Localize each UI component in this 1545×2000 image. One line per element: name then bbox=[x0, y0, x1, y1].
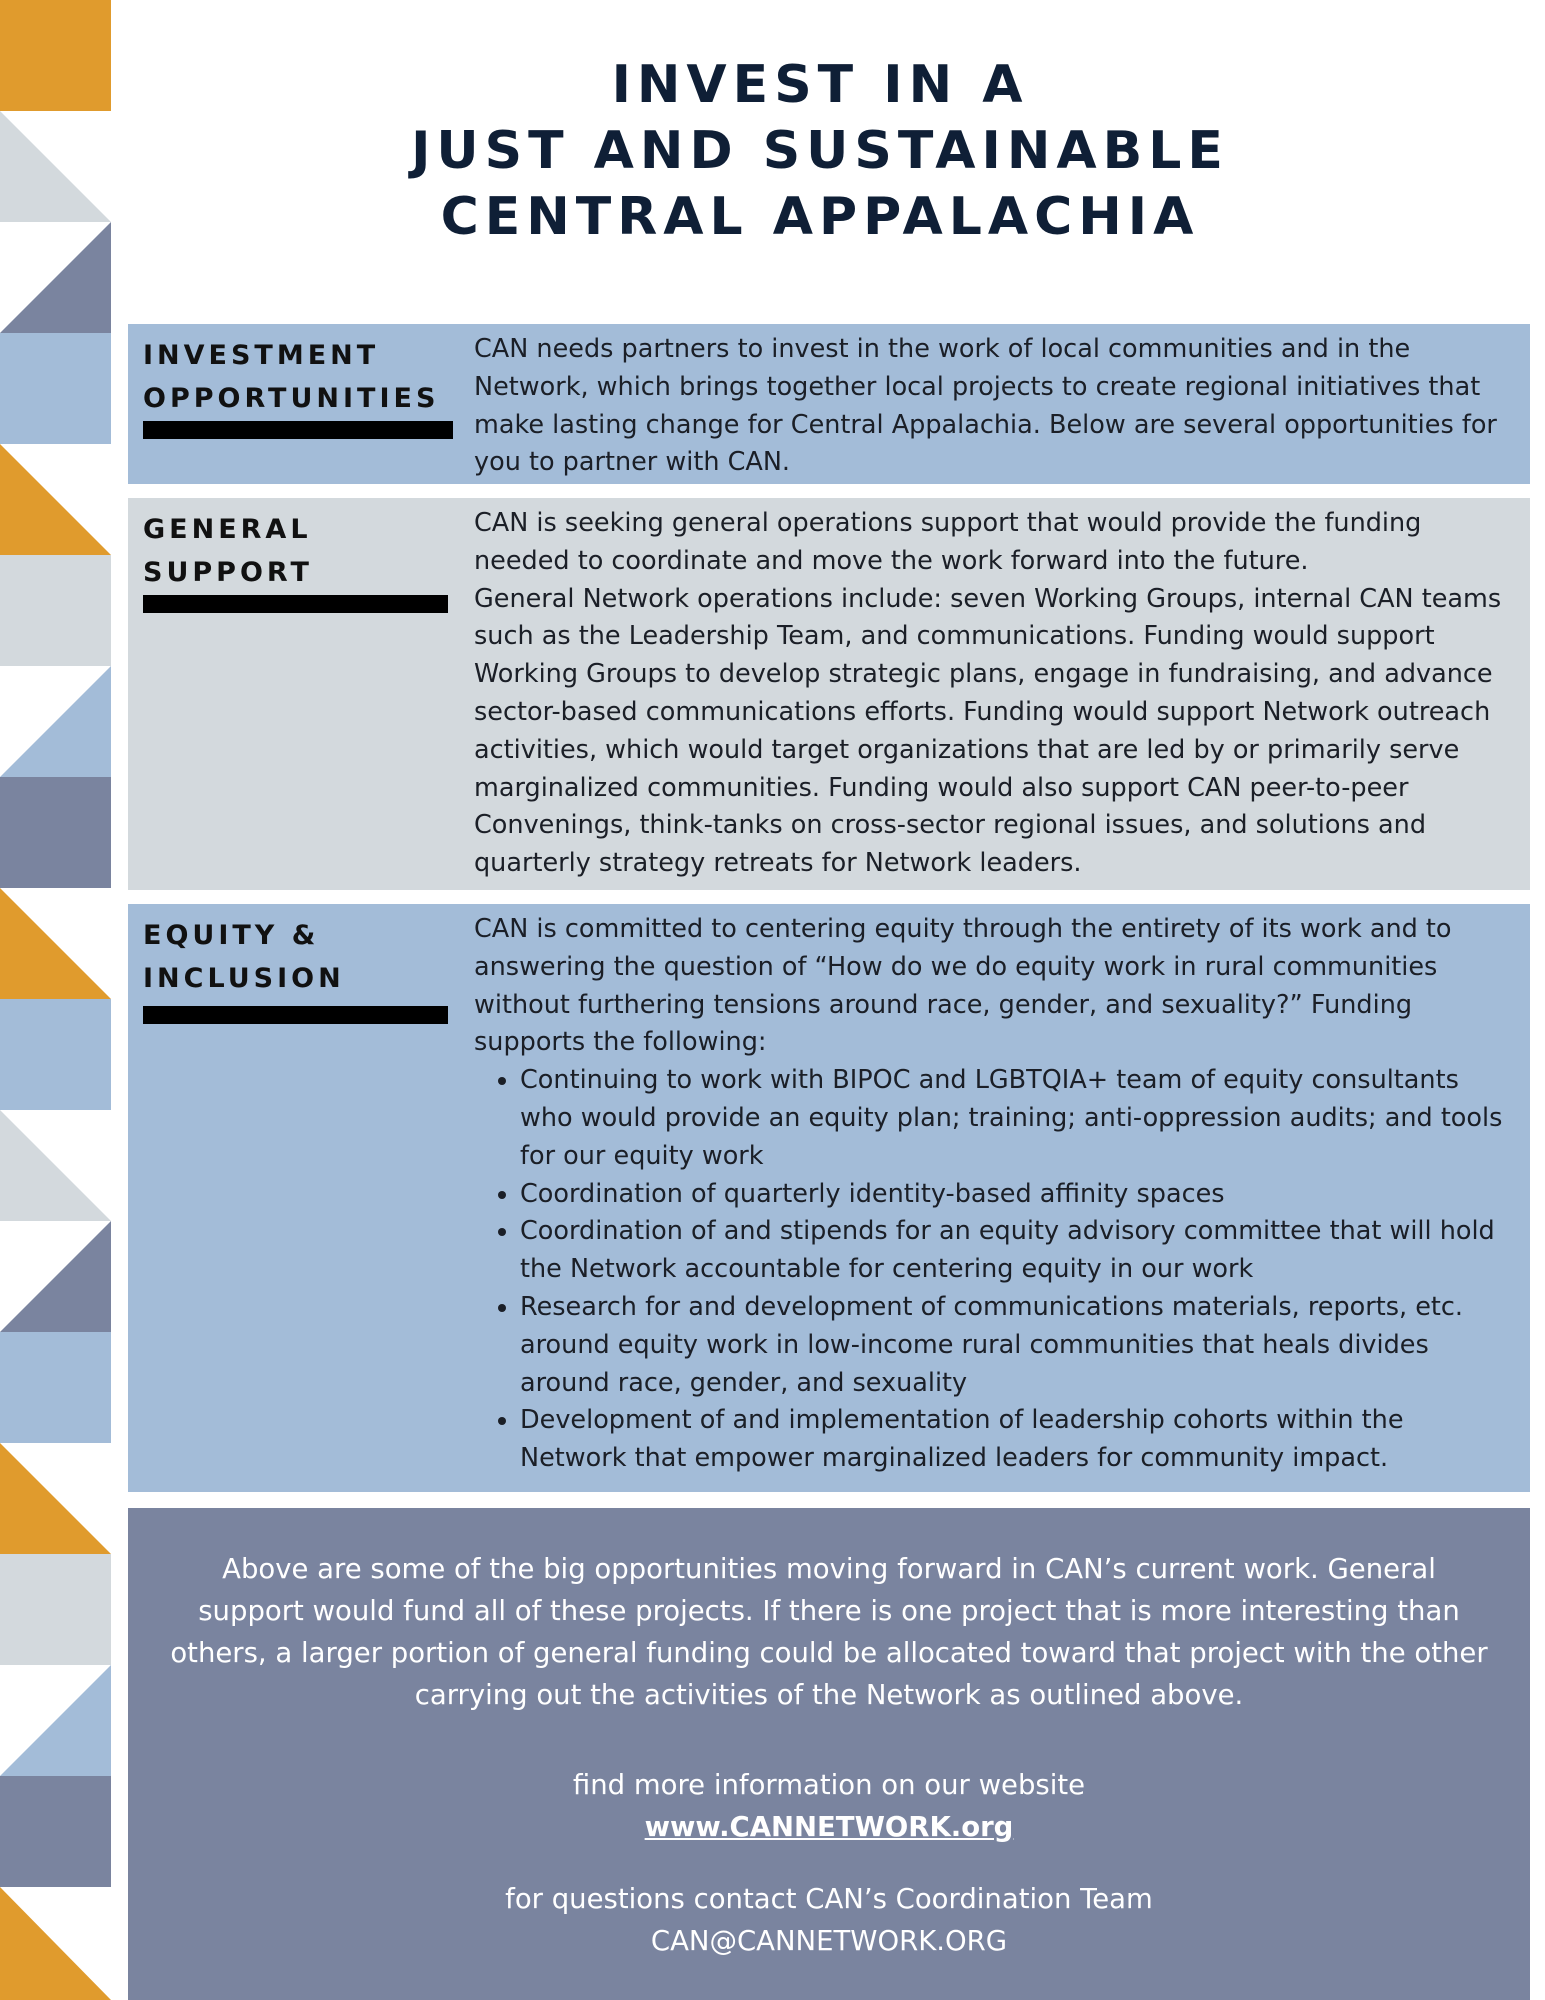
label-line-2: OPPORTUNITIES bbox=[143, 383, 440, 414]
list-item: • Coordination of quarterly identity-based affinity spaces bbox=[520, 1176, 1514, 1214]
list-item: • Development of and implementation of leadership cohorts within the Network that empower marginalized leaders for community impact. bbox=[520, 1402, 1514, 1478]
section-label bbox=[143, 508, 463, 594]
equity-bullet-list bbox=[474, 1062, 1514, 1478]
section-label bbox=[143, 334, 463, 420]
title-line-3: CENTRAL APPALACHIA bbox=[440, 187, 1200, 247]
title-line-1: INVEST IN A bbox=[611, 55, 1029, 115]
contact-info bbox=[128, 1878, 1530, 1962]
label-underline-bar bbox=[143, 421, 453, 439]
label-line-1: GENERAL bbox=[143, 514, 312, 545]
list-item: • Research for and development of communications materials, reports, etc. around equity work in low-income rural communities that heals divides around race, gender, and sexuality bbox=[520, 1289, 1514, 1402]
contact-email[interactable]: CAN@CANNETWORK.ORG bbox=[650, 1925, 1008, 1957]
label-underline-bar bbox=[143, 1006, 448, 1024]
label-line-2: INCLUSION bbox=[143, 963, 345, 994]
website-prompt: find more information on our website bbox=[572, 1769, 1086, 1801]
label-line-2: SUPPORT bbox=[143, 557, 313, 588]
contact-prompt: for questions contact CAN’s Coordination Team bbox=[505, 1883, 1153, 1915]
label-line-1: INVESTMENT bbox=[143, 340, 380, 371]
investment-opportunities-section bbox=[128, 324, 1530, 484]
footer-summary: Above are some of the big opportunities moving forward in CAN’s current work. General support would fund all of these projects. If there is one project that is more interesting than others, a larger portion of general funding could be allocated toward that project with the other carrying out the activities of the Network as outlined above. bbox=[170, 1553, 1488, 1711]
section-paragraph: CAN is seeking general operations support that would provide the funding needed to coordinate and move the work forward into the future. bbox=[474, 508, 1422, 576]
decorative-pattern-strip bbox=[0, 0, 111, 2000]
section-body bbox=[474, 911, 1514, 1478]
label-line-1: EQUITY & bbox=[143, 920, 320, 951]
equity-inclusion-section bbox=[128, 904, 1530, 1492]
general-support-section bbox=[128, 498, 1530, 890]
page-title bbox=[200, 52, 1440, 250]
section-paragraph: CAN is committed to centering equity through the entirety of its work and to answering the question of “How do we do equity work in rural communities without furthering tensions around race, gender, and sexuality?” Funding supports the following: bbox=[474, 914, 1452, 1058]
footer-panel bbox=[128, 1508, 1530, 2000]
website-info bbox=[128, 1764, 1530, 1848]
label-underline-bar bbox=[143, 595, 448, 613]
section-paragraph: General Network operations include: seven Working Groups, internal CAN teams such as the Leadership Team, and communications. Funding would support Working Groups to develop strategic plans, engage in fundraising, and advance sector-based communications efforts. Funding would support Network outreach activities, which would target organizations that are led by or primarily serve marginalized communities. Funding would also support CAN peer-to-peer Convenings, think-tanks on cross-sector regional issues, and solutions and quarterly strategy retreats for Network leaders. bbox=[474, 583, 1502, 879]
list-item: • Continuing to work with BIPOC and LGBTQIA+ team of equity consultants who would provide an equity plan; training; anti-oppression audits; and tools for our equity work bbox=[520, 1062, 1514, 1175]
list-item: • Coordination of and stipends for an equity advisory committee that will hold the Network accountable for centering equity in our work bbox=[520, 1213, 1514, 1289]
section-label bbox=[143, 914, 463, 1000]
section-paragraph: CAN needs partners to invest in the work of local communities and in the Network, which brings together local projects to create regional initiatives that make lasting change for Central Appalachia. Below are several opportunities for you to partner with CAN. bbox=[474, 334, 1497, 478]
section-body bbox=[474, 505, 1514, 883]
section-body bbox=[474, 331, 1514, 482]
website-link[interactable]: www.CANNETWORK.org bbox=[644, 1811, 1014, 1843]
title-line-2: JUST AND SUSTAINABLE bbox=[411, 121, 1229, 181]
